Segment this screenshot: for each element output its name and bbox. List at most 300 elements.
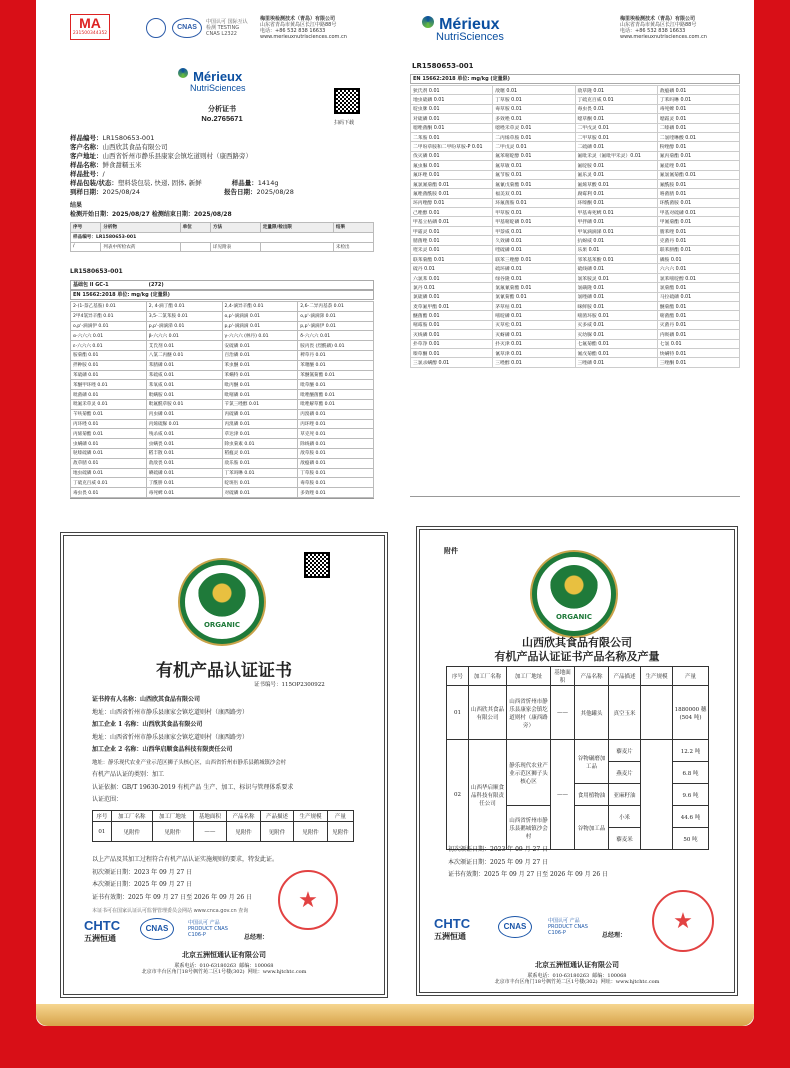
pesticide-cell: 敌草胺 0.01 xyxy=(298,448,374,458)
pesticide-cell: 氟环唑 0.01 xyxy=(411,170,493,179)
pesticide-row xyxy=(71,370,374,380)
pesticide-cell: 扑草净 0.01 xyxy=(411,339,493,348)
pesticide-cell: o,p'-滴滴涕 0.01 xyxy=(298,311,374,321)
annex-dates: 初次颁证日期：2023 年 09 月 27 日 本次颁证日期：2025 年 09 月 27 日 证书有效期：2025 年 09 月 27 日至 2026 年 09 月 26 日 xyxy=(448,846,609,878)
scope-table xyxy=(92,810,354,842)
pesticide-cell: 苄氯三唑醇 0.01 xyxy=(222,399,298,409)
pesticide-cell: α-六六六 0.01 xyxy=(71,331,147,341)
ilac-logo xyxy=(146,18,166,38)
sample-id: LR1580653-001 xyxy=(412,62,474,70)
pesticide-cell: 百治磷 0.01 xyxy=(222,350,298,360)
pesticide-cell: 噁霜灵 0.01 xyxy=(657,114,739,123)
annex-subtitle: 有机产品认证证书产品名称及产量 xyxy=(494,650,660,663)
qr-code xyxy=(304,552,330,578)
page-footer-note xyxy=(410,496,740,497)
pesticide-cell: 氟烯草酸 0.01 xyxy=(575,179,657,188)
pesticide-cell: 硫线磷 0.01 xyxy=(575,264,657,273)
pesticide-cell: 丙溴磷 0.01 xyxy=(298,409,374,419)
pesticide-cell: 丙环唑 0.01 xyxy=(298,419,374,429)
pesticide-row xyxy=(411,151,740,160)
pesticide-cell: 敌草隆 0.01 xyxy=(575,86,657,95)
pesticide-cell: 甲基对硫磷 0.01 xyxy=(657,208,739,217)
pesticide-row xyxy=(411,320,740,329)
chtc-logo: CHTC 五洲恒通 xyxy=(434,916,471,941)
pesticide-row xyxy=(411,283,740,292)
pesticide-cell: 稻瘟灵 0.01 xyxy=(222,448,298,458)
pesticide-cell: 氟丙菊酯 0.01 xyxy=(657,151,739,160)
annex-row-02c: 食用植物油 亚麻籽油 9.6 吨 xyxy=(447,784,709,806)
pesticide-cell: 甲基立枯磷 0.01 xyxy=(411,217,493,226)
pesticide-cell: 吡丙醚 0.01 xyxy=(222,380,298,390)
pesticide-cell: 乐果 0.01 xyxy=(575,245,657,254)
pesticide-cell: 3,5-二氯苯胺 0.01 xyxy=(146,311,222,321)
pesticide-row xyxy=(71,429,374,439)
sub-sample-title: LR1580653-001 xyxy=(70,268,123,275)
pesticide-cell: 丁酰肼 0.01 xyxy=(146,478,222,488)
pesticide-cell: 内吸磷 0.01 xyxy=(657,330,739,339)
pesticide-cell: δ-六六六 0.01 xyxy=(298,331,374,341)
pesticide-cell: 苯醚甲环唑 0.01 xyxy=(71,380,147,390)
scope-header-row: 序号 加工厂名称 加工厂地址 基地面积 产品名称 产品描述 生产规模 产量 xyxy=(93,811,354,822)
pesticide-cell: 狄氏剂 0.01 xyxy=(411,86,493,95)
pesticide-cell: 2甲4氯异辛酯 0.01 xyxy=(71,311,147,321)
pesticide-cell: 丙溴磷 0.01 xyxy=(222,419,298,429)
pesticide-cell: 2,6-二异丙基萘 0.01 xyxy=(298,302,374,312)
pesticide-row xyxy=(411,273,740,282)
pesticide-cell: 甲霜灵 0.01 xyxy=(411,226,493,235)
pesticide-row xyxy=(411,170,740,179)
pesticide-cell: 多效唑 0.01 xyxy=(493,114,575,123)
certificate-number: No.2765671 xyxy=(201,114,243,123)
pesticide-row xyxy=(411,245,740,254)
pesticide-cell: 氟吡禾灵（氟吡甲禾灵）0.01 xyxy=(575,151,657,160)
pesticide-row xyxy=(411,114,740,123)
pesticide-cell: 氟硅唑 0.01 xyxy=(657,161,739,170)
pesticide-cell: 氯唑磷 0.01 xyxy=(575,292,657,301)
pesticide-cell: 醚菊酯 0.01 xyxy=(657,301,739,310)
annex-company: 山西欣其食品有限公司 xyxy=(522,636,632,649)
pesticide-cell: 碘硫磷 0.01 xyxy=(146,468,222,478)
pesticide-cell: 氟氰戊菊酯 0.01 xyxy=(493,179,575,188)
pesticide-cell: ε-六六六 0.01 xyxy=(71,341,147,351)
dates-line: 检测开始日期：2025/08/27 检测结束日期：2025/08/28 xyxy=(70,211,232,218)
cnas-logo: CNAS xyxy=(498,916,532,938)
organic-logo: ORGANIC xyxy=(180,560,264,644)
pesticide-cell: 敌敌畏 0.01 xyxy=(146,458,222,468)
merieux-logo: Mérieux NutriSciences xyxy=(178,66,246,93)
pesticide-row xyxy=(71,302,374,312)
pesticide-cell: 灭幼脲 0.01 xyxy=(575,330,657,339)
pesticide-cell: 三唑醇 0.01 xyxy=(493,358,575,367)
pesticide-cell: 粉唑醇 0.01 xyxy=(657,142,739,151)
pesticide-cell: 抗蚜威 0.01 xyxy=(575,236,657,245)
pesticide-cell: 苯噻醚 0.01 xyxy=(298,360,374,370)
pesticide-cell: 氟乐灵 0.01 xyxy=(575,170,657,179)
pesticide-row xyxy=(71,488,374,498)
pesticide-cell: 氟氯氰菊酯 0.01 xyxy=(411,179,493,188)
pesticide-cell: 磷胺 0.01 xyxy=(657,255,739,264)
pesticide-row xyxy=(411,292,740,301)
pesticide-cell: 噁唑禾草灵 0.01 xyxy=(493,123,575,132)
pesticide-cell: 二氯喹啉酸 0.01 xyxy=(657,132,739,141)
pesticide-table-1 xyxy=(70,301,374,498)
pesticide-cell: 胺丙畏 (烈酰磷) 0.01 xyxy=(298,341,374,351)
signature-label: 总经理： xyxy=(244,934,269,941)
pesticide-cell: 灭蚜磷 0.01 xyxy=(493,330,575,339)
pesticide-cell: 啶虫脒 0.01 xyxy=(411,104,493,113)
pesticide-cell: 丙烯菊酯 0.01 xyxy=(71,429,147,439)
pesticide-cell: 氟啶胺 0.01 xyxy=(575,161,657,170)
pesticide-cell: 苯虫醚 0.01 xyxy=(222,360,298,370)
pesticide-row xyxy=(71,448,374,458)
pesticide-row xyxy=(411,95,740,104)
pesticide-row xyxy=(411,189,740,198)
pesticide-cell: 喹禾灵 0.01 xyxy=(411,245,493,254)
fine-print: 本证书可在国家认证认可监督管理委员会网站 www.cnca.gov.cn 查询 xyxy=(92,908,249,914)
pesticide-cell: 氟唑菌酰胺 0.01 xyxy=(411,189,493,198)
pesticide-cell: 麦草氟甲酯 0.01 xyxy=(411,301,493,310)
pesticide-cell: o,p'-滴滴伊 0.01 xyxy=(71,321,147,331)
pesticide-cell: 噁草酮 0.01 xyxy=(575,114,657,123)
certificate-body: 证书持有人名称：山西欣其食品有限公司 地址：山西省忻州市静乐县康家会镇圪道则村（康西路旁） 加工企业 1 名称：山西欣其食品有限公司 地址：山西省忻州市静乐县康家会镇圪道则村（康西路旁） 加工企业 2 名称：山西华启顺食品科技有限责任公司 地址：静乐现代农业产业示范区狮子头核心区，山西省忻州市静乐县鹅城镇沙会村 有机产品认证的类别：加工 认证依据：GB/T 19630-2019 有机产品 生产、加工、标识与管理体系要求 认证范围： xyxy=(92,696,294,803)
pesticide-cell: 硫丹 0.01 xyxy=(411,264,493,273)
cma-mark: MA 231500344352 xyxy=(70,14,110,40)
pesticide-cell: 除线磷 0.01 xyxy=(298,439,374,449)
organic-logo: ORGANIC xyxy=(532,552,616,636)
pesticide-row xyxy=(71,350,374,360)
pesticide-cell: 地虫硫磷 0.01 xyxy=(71,468,147,478)
pesticide-cell: 甲基嘧啶磷 0.01 xyxy=(493,217,575,226)
pesticide-cell: 敌乐胺 0.01 xyxy=(222,458,298,468)
pesticide-cell: 克菌丹 0.01 xyxy=(657,236,739,245)
summary-sample-row: 样品编号：LR1580653-001 xyxy=(71,232,374,242)
cnas-logo: CNAS xyxy=(140,918,174,940)
pesticide-cell: 稻丰散 0.01 xyxy=(146,448,222,458)
pesticide-row xyxy=(71,478,374,488)
pesticide-cell: 八氯二丙醚 0.01 xyxy=(146,350,222,360)
pesticide-cell: 炔螨特 0.01 xyxy=(657,348,739,357)
pesticide-row xyxy=(411,123,740,132)
certificate-number: 证书编号：115OP2300922 xyxy=(254,682,325,688)
pesticide-row xyxy=(71,399,374,409)
accred-text: 中国认可 国际互认 检测 TESTING CNAS L2322 xyxy=(206,19,248,37)
pesticide-row xyxy=(411,208,740,217)
organic-certificate xyxy=(58,530,390,1000)
field-row: 客户名称：山西欣其食品有限公司 xyxy=(70,143,168,151)
footer: 北京五洲恒通认证有限公司 联系电话：010-63180263 邮编：100068 北京市丰台区角门18号枫竹苑二区1号楼(302) 网址：www.hjtchtc.com xyxy=(141,950,307,975)
pesticide-cell: 敌瘟磷 0.01 xyxy=(298,458,374,468)
red-seal: ★ xyxy=(278,870,338,930)
pesticide-cell: 甲基毒死蜱 0.01 xyxy=(575,208,657,217)
pesticide-cell: 丙烯硫脲 0.01 xyxy=(146,419,222,429)
pesticide-cell: 氯苯嘧啶醇 0.01 xyxy=(657,273,739,282)
pesticide-row xyxy=(411,179,740,188)
pesticide-row xyxy=(411,358,740,367)
pesticide-cell: 草克死 0.01 xyxy=(298,429,374,439)
annex-row-02d: 山西省忻州市静乐县鹅城镇沙会村 谷物加工品 小米 44.6 吨 xyxy=(447,806,709,828)
pesticide-cell: 七氟菊酯 0.01 xyxy=(575,339,657,348)
pesticide-cell: 氟草敏 0.01 xyxy=(493,161,575,170)
pesticide-cell: 艾氏剂 0.01 xyxy=(146,341,222,351)
pesticide-cell: 苄呋菊酯 0.01 xyxy=(71,409,147,419)
pesticide-cell: p,p'-滴滴伊 0.01 xyxy=(298,321,374,331)
pesticide-cell: 苯氧威 0.01 xyxy=(146,380,222,390)
pesticide-cell: 二甲戊灵 0.01 xyxy=(493,142,575,151)
pesticide-cell: 敌瘟磷 0.01 xyxy=(657,86,739,95)
pesticide-cell: 灭多威 0.01 xyxy=(575,320,657,329)
cnas-code: 中国认可 产品 PRODUCT CNAS C106-P xyxy=(548,918,588,936)
pesticide-cell: 丁苯吗啉 0.01 xyxy=(222,468,298,478)
field-row: 样品编号：LR1580653-001 xyxy=(70,134,155,142)
pesticide-cell: 咯菌腈 0.01 xyxy=(657,189,739,198)
pesticide-cell: 哒嗪硫磷 0.01 xyxy=(71,448,147,458)
pesticide-cell: 丁草胺 0.01 xyxy=(298,468,374,478)
pesticide-cell: 丙虫磷 0.01 xyxy=(146,409,222,419)
pesticide-cell: γ-六六六 (林丹) 0.01 xyxy=(222,331,298,341)
pesticide-cell: 草达津 0.01 xyxy=(222,429,298,439)
pesticide-cell: 吡螨胺 0.01 xyxy=(146,390,222,400)
pesticide-cell: 己唑醇 0.01 xyxy=(411,208,493,217)
signature-label: 总经理： xyxy=(602,932,627,939)
pesticide-cell: 苯硫磷 0.01 xyxy=(71,370,147,380)
pesticide-cell: 吡菌磷 0.01 xyxy=(71,390,147,400)
pesticide-cell: 对硫磷 0.01 xyxy=(411,114,493,123)
pesticide-cell: 残杀威 0.01 xyxy=(146,429,222,439)
page-footer-note xyxy=(70,498,374,499)
pesticide-cell: 二甲戊灵 0.01 xyxy=(575,123,657,132)
pesticide-cell: 苯螨特 0.01 xyxy=(222,370,298,380)
pesticide-cell: 啶斑肟 0.01 xyxy=(222,478,298,488)
pesticide-cell: 氯硫磷 0.01 xyxy=(411,292,493,301)
pesticide-cell: 吡嘧磷 0.01 xyxy=(222,390,298,400)
method-line: EN 15662:2018 单位: mg/kg (定量限) xyxy=(70,290,374,300)
pesticide-cell: 醚菌酯 0.01 xyxy=(411,311,493,320)
pesticide-cell: 绿谷隆 0.01 xyxy=(493,273,575,282)
pesticide-cell: 氟虫脲 0.01 xyxy=(411,161,493,170)
pesticide-table-2 xyxy=(410,85,740,368)
qr-caption: 扫码下载 xyxy=(334,120,355,126)
lab-company-header: 梅里埃检测技术（青岛）有限公司 山东省青岛市黄岛区长江中路88号 电话：+86 532 838 16633 www.merieuxnutrisciences.com.cn xyxy=(620,16,707,40)
pesticide-cell: 吡氟酰草胺 0.01 xyxy=(146,399,222,409)
pesticide-cell: 联苯三唑醇 0.01 xyxy=(493,255,575,264)
pesticide-row xyxy=(411,104,740,113)
organic-logo-inner xyxy=(197,573,247,623)
pesticide-cell: 茅草枯 0.01 xyxy=(493,301,575,310)
pesticide-cell: 扑灭津 0.01 xyxy=(493,339,575,348)
pesticide-cell: 嘧菌环胺 0.01 xyxy=(575,311,657,320)
red-seal: ★ xyxy=(652,890,714,952)
footer: 北京五洲恒通认证有限公司 联系电话：010-63180263 邮编：100068 北京市丰台区角门18号枫竹苑二区1号楼(302) 网址：www.hjtchtc.com xyxy=(494,960,660,985)
annex-row-02a: 02 山西华启顺食品科技有限责任公司 静乐现代农业产业示范区狮子头核心区 —— 谷物碾磨加工品 藜麦片 12.2 吨 xyxy=(447,740,709,762)
pesticide-row xyxy=(411,339,740,348)
merieux-logo: Mérieux NutriSciences xyxy=(422,14,504,43)
pesticide-cell: 毒死蜱 0.01 xyxy=(146,488,222,498)
pesticide-cell: 除虫菊素 0.01 xyxy=(222,439,298,449)
pesticide-cell: 二嗪磷 0.01 xyxy=(657,123,739,132)
organic-certificate-annex xyxy=(408,520,746,1002)
pesticide-cell: 氟氯氰菊酯 0.01 xyxy=(657,170,739,179)
annex-row-02b: 燕麦片 6.8 吨 xyxy=(447,762,709,784)
pesticide-cell: 氟节胺 0.01 xyxy=(493,170,575,179)
pesticide-row xyxy=(71,321,374,331)
pesticide-cell: 二硫磷 0.01 xyxy=(575,142,657,151)
pesticide-cell: 联苯肼酯 0.01 xyxy=(657,245,739,254)
pesticide-cell: 2, 4-滴丁酯 0.01 xyxy=(146,302,222,312)
pesticide-cell: 灭菌丹 0.01 xyxy=(657,320,739,329)
pesticide-cell: β-六六六 0.01 xyxy=(146,331,222,341)
pesticide-row xyxy=(411,226,740,235)
field-row: 样品包装/状态：塑料袋包装, 快递, 固体, 新鲜 样品量：1414g xyxy=(70,179,279,187)
pesticide-cell: 丁苯吗啉 0.01 xyxy=(657,95,739,104)
result-heading: 结果 xyxy=(70,202,83,209)
pesticide-row xyxy=(71,409,374,419)
pesticide-row xyxy=(71,390,374,400)
annex-header-row: 序号 加工厂名称 加工厂地址 基地面积 产品名称 产品描述 生产规模 产量 xyxy=(447,667,709,686)
pesticide-cell: 苯硫威 0.01 xyxy=(146,370,222,380)
pesticide-row xyxy=(71,380,374,390)
pesticide-cell: 毒草胺 0.01 xyxy=(298,478,374,488)
pesticide-cell: 丁草胺 0.01 xyxy=(493,95,575,104)
merieux-swirl-icon xyxy=(422,16,434,28)
pesticide-cell: 六氯苯 0.01 xyxy=(411,273,493,282)
pesticide-cell: 二甲吩草胺和二甲吩草胺-P 0.01 xyxy=(411,142,493,151)
pesticide-cell: 灭草松 0.01 xyxy=(493,320,575,329)
pesticide-cell: 喹硫磷 0.01 xyxy=(493,245,575,254)
group-label-row: 基础包 II GC-1 (272) xyxy=(70,280,374,290)
pesticide-cell: 氯苯胺灵 0.01 xyxy=(575,273,657,282)
certificate-title: 有机产品认证证书 xyxy=(156,661,292,681)
pesticide-cell: 二甲草胺 0.01 xyxy=(575,132,657,141)
field-row: 到样日期：2025/08/24 报告日期：2025/08/28 xyxy=(70,188,294,196)
pesticide-cell: 甲拌磷 0.01 xyxy=(575,217,657,226)
pesticide-row xyxy=(71,331,374,341)
pesticide-row xyxy=(411,255,740,264)
pesticide-cell: 嘧霉胺 0.01 xyxy=(411,320,493,329)
pesticide-cell: 环酰菌胺 0.01 xyxy=(657,198,739,207)
field-row: 样品名称：鲜食甜糯玉米 xyxy=(70,161,142,169)
pesticide-row xyxy=(411,236,740,245)
pesticide-cell: 吡唑醚菌酯 0.01 xyxy=(298,390,374,400)
pesticide-cell: 吡氟禾草灵 0.01 xyxy=(71,399,147,409)
pesticide-row xyxy=(411,198,740,207)
pesticide-cell: 甲草胺 0.01 xyxy=(493,208,575,217)
pesticide-cell: 毒虫畏 0.01 xyxy=(575,104,657,113)
pesticide-cell: 三唑磷 0.01 xyxy=(575,358,657,367)
pesticide-cell: 七氯 0.01 xyxy=(657,339,739,348)
pesticide-row xyxy=(71,458,374,468)
method-line: EN 15662:2018 单位: mg/kg (定量限) xyxy=(410,74,740,84)
pesticide-cell: 马拉硫磷 0.01 xyxy=(657,292,739,301)
pesticide-cell: 嗪草酮 0.01 xyxy=(411,348,493,357)
pesticide-cell: 对硫磷 0.01 xyxy=(222,488,298,498)
pesticide-cell: 甲氰菊酯 0.01 xyxy=(657,217,739,226)
pesticide-cell: 虫螨畏 0.01 xyxy=(146,439,222,449)
pesticide-cell: 环氟菌胺 0.01 xyxy=(493,198,575,207)
summary-table xyxy=(70,222,374,252)
pesticide-cell: 环嗪酮 0.01 xyxy=(575,198,657,207)
pesticide-cell: 氯丹 0.01 xyxy=(411,283,493,292)
pesticide-cell: 灭线磷 0.01 xyxy=(411,330,493,339)
pesticide-row xyxy=(411,264,740,273)
pesticide-cell: 环丙唑醇 0.01 xyxy=(411,198,493,207)
pesticide-cell: 氟酰胺 0.01 xyxy=(657,179,739,188)
annex-row-02e: 藜麦米 50 吨 xyxy=(447,828,709,850)
field-row: 客户地址：山西省忻州市静乐县康家会镇圪道则村（康西路旁） xyxy=(70,152,252,160)
pesticide-cell: 六六六 0.01 xyxy=(657,264,739,273)
pesticide-cell: 二丙烯草胺 0.01 xyxy=(493,132,575,141)
annex-row-01: 01 山西欣其食品有限公司 山西省忻州市静乐县康家会镇圪道则村（康西路旁） —— 其他罐头 真空玉米 1880000 穗 (504 吨) xyxy=(447,686,709,740)
pesticide-cell: 丙硫磷 0.01 xyxy=(222,409,298,419)
pesticide-row xyxy=(411,311,740,320)
pesticide-cell: 联苯菊酯 0.01 xyxy=(411,255,493,264)
pesticide-row xyxy=(71,468,374,478)
pesticide-cell: 氯磺隆 0.01 xyxy=(575,283,657,292)
pesticide-cell: 毒草胺 0.01 xyxy=(493,104,575,113)
pesticide-row xyxy=(71,311,374,321)
pesticide-cell: 2-(1-萘乙基胺) 0.01 xyxy=(71,302,147,312)
pesticide-cell: 丙环唑 0.01 xyxy=(71,419,147,429)
scope-data-row: 01 见附件 见附件 —— 见附件 见附件 见附件 见附件 xyxy=(93,822,354,842)
pesticide-row xyxy=(411,132,740,141)
cnas-code: 中国认可 产品 PRODUCT CNAS C106-P xyxy=(188,920,228,938)
pesticide-cell: p,p'-滴滴滴 0.01 xyxy=(222,321,298,331)
pesticide-cell: 多效唑 0.01 xyxy=(298,488,374,498)
pesticide-cell: 吡草醚 0.01 xyxy=(298,380,374,390)
pesticide-row xyxy=(71,360,374,370)
pesticide-row xyxy=(411,217,740,226)
pesticide-cell: 嘧啶磷 0.01 xyxy=(493,311,575,320)
pesticide-cell: p,p'-滴滴涕 0.01 xyxy=(146,321,222,331)
pesticide-row xyxy=(411,142,740,151)
pesticide-cell: 腈菌唑 0.01 xyxy=(411,236,493,245)
cnas-logo: CNAS xyxy=(172,18,202,38)
pesticide-row xyxy=(411,330,740,339)
pesticide-cell: 嘧菌酯 0.01 xyxy=(657,311,739,320)
pesticide-cell: 2,4-滴异辛酯 0.01 xyxy=(222,302,298,312)
pesticide-cell: 稗草丹 0.01 xyxy=(298,350,374,360)
chtc-logo: CHTC 五洲恒通 xyxy=(84,918,121,943)
field-row: 样品批号：/ xyxy=(70,170,105,178)
analysis-certificate-page-1 xyxy=(62,10,382,500)
pesticide-cell: 丁硫克百威 0.01 xyxy=(575,95,657,104)
pesticide-cell: 氰草津 0.01 xyxy=(493,348,575,357)
pesticide-cell: 福美双 0.01 xyxy=(493,189,575,198)
pesticide-cell: 氯氟氰菊酯 0.01 xyxy=(493,283,575,292)
pesticide-cell: 伐灭磷 0.01 xyxy=(411,151,493,160)
pesticide-cell: 咪鲜胺 0.01 xyxy=(575,301,657,310)
pesticide-cell: 氰戊菊酯 0.01 xyxy=(575,348,657,357)
analysis-certificate-page-2 xyxy=(408,10,742,500)
pesticide-cell: 拌种胺 0.01 xyxy=(71,360,147,370)
pesticide-cell: o,p'-滴滴滴 0.01 xyxy=(222,311,298,321)
pesticide-cell: 甲氧滴滴涕 0.01 xyxy=(575,226,657,235)
pesticide-row xyxy=(411,348,740,357)
pesticide-cell: 噁唑菌酮 0.01 xyxy=(411,123,493,132)
pesticide-cell: 硫环磷 0.01 xyxy=(493,264,575,273)
pesticide-cell: 胺菊酯 0.01 xyxy=(71,350,147,360)
pesticide-row xyxy=(71,341,374,351)
pesticide-cell: 地虫硫磷 0.01 xyxy=(411,95,493,104)
certificate-dates: 以上产品及其加工过程符合有机产品认证实施规则的要求，特发此证。 初次颁证日期：2023 年 09 月 27 日 本次颁证日期：2025 年 09 月 27 日 证书有效期：2025 年 09 月 27 日至 2026 年 09 月 26 日 xyxy=(92,856,279,901)
pesticide-cell: 腈苯唑 0.01 xyxy=(657,226,739,235)
summary-header-row: 序号 分析物 单位 方法 定量限/检出限 结果 xyxy=(71,223,374,233)
pesticide-row xyxy=(71,439,374,449)
pesticide-cell: 甲萘威 0.01 xyxy=(493,226,575,235)
pesticide-cell: 久效磷 0.01 xyxy=(493,236,575,245)
pesticide-cell: 敌草腈 0.01 xyxy=(71,458,147,468)
pesticide-row xyxy=(411,161,740,170)
pesticide-cell: 毒死蜱 0.01 xyxy=(657,104,739,113)
